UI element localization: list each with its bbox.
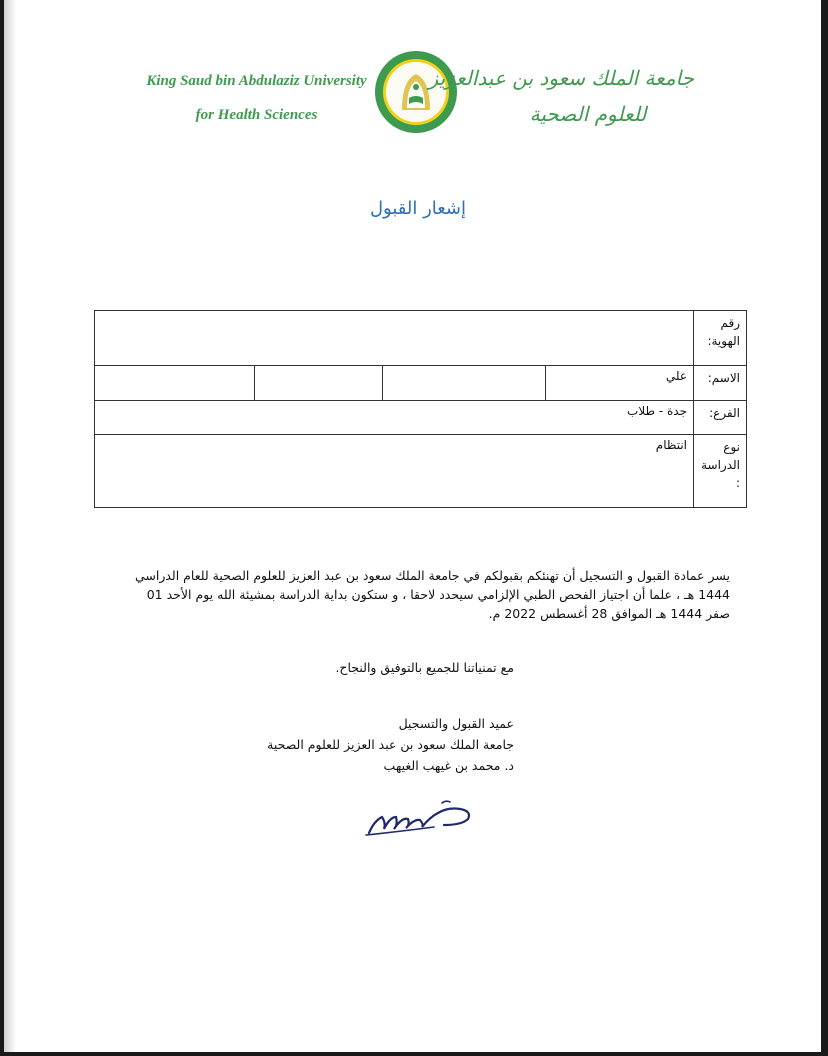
name-part-3 — [255, 366, 383, 401]
table-row-study-type — [95, 435, 747, 508]
university-name-arabic — [428, 60, 694, 132]
study-type-label: نوع الدراسة : — [694, 435, 747, 508]
university-ar-line2: للعلوم الصحية — [529, 102, 647, 126]
handwritten-signature — [364, 795, 479, 840]
table-row-branch — [95, 401, 747, 435]
name-part-2 — [383, 366, 546, 401]
table-row-name — [95, 366, 747, 401]
name-label: الاسم: — [694, 366, 747, 401]
page-edge-shadow — [4, 0, 16, 1052]
university-en-line1: King Saud bin Abdulaziz University — [146, 73, 367, 89]
document-page — [4, 0, 821, 1052]
university-name-english — [144, 64, 369, 132]
document-title: إشعار القبول — [369, 198, 467, 219]
branch-label: الفرع: — [694, 401, 747, 435]
id-value — [95, 311, 694, 366]
branch-value: جدة - طلاب — [95, 401, 694, 435]
university-ar-line1: جامعة الملك سعود بن عبدالعزيز — [428, 66, 694, 90]
signatory-institution: جامعة الملك سعود بن عبد العزيز للعلوم الصحية — [267, 737, 514, 752]
name-part-4 — [95, 366, 255, 401]
acceptance-paragraph: يسر عمادة القبول و التسجيل أن تهنئكم بقبولكم في جامعة الملك سعود بن عبد العزيز للعلوم الصحية للعام الدراسي 1444 هـ ، علما أن اجتياز الفحص الطبي الإلزامي سيحدد لاحقا ، و ستكون بداية الدراسة بمشيئة الله يوم الأحد 01 صفر 1444 هـ الموافق 28 أغسطس 2022 م. — [134, 568, 730, 621]
id-label: رقم الهوية: — [694, 311, 747, 366]
closing-wishes: مع تمنياتنا للجميع بالتوفيق والنجاح. — [335, 660, 514, 675]
signatory-block — [224, 713, 514, 776]
name-part-1: علي — [546, 366, 694, 401]
university-en-line2: for Health Sciences — [195, 107, 318, 123]
student-info-table — [94, 310, 747, 508]
table-row-id — [95, 311, 747, 366]
signatory-name: د. محمد بن غيهب الغيهب — [383, 758, 514, 773]
signatory-role: عميد القبول والتسجيل — [398, 716, 514, 731]
study-type-value: انتظام — [95, 435, 694, 508]
